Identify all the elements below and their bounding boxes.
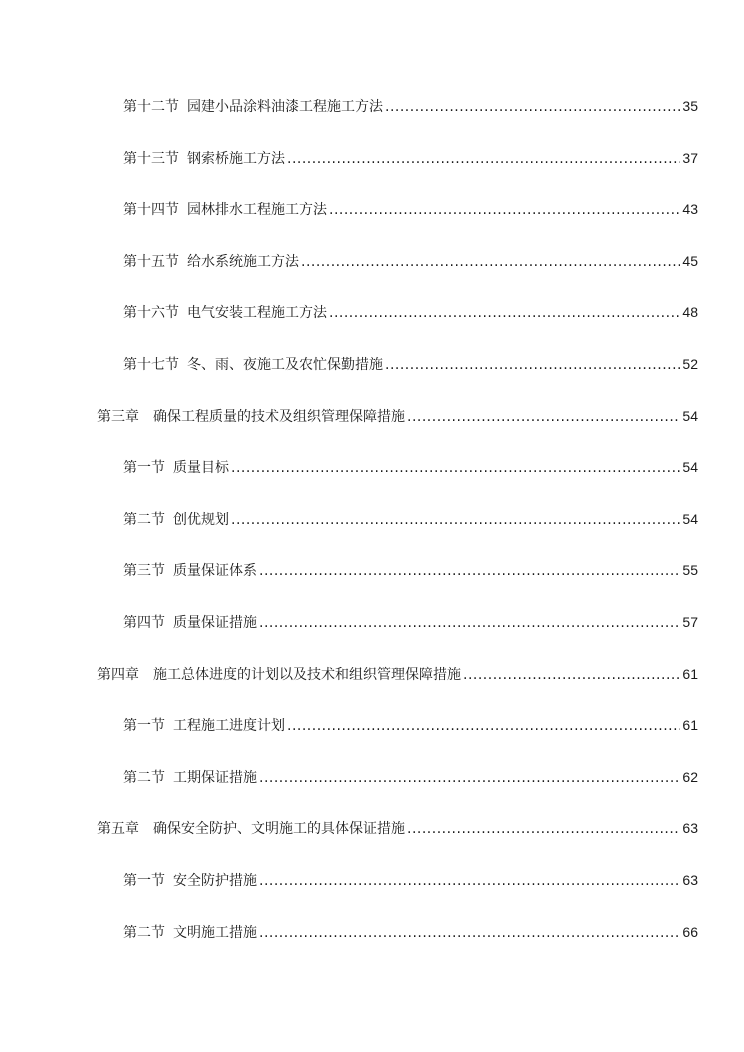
toc-chapter-title: 确保工程质量的技术及组织管理保障措施	[153, 408, 405, 425]
toc-entry-page: 63	[682, 871, 698, 888]
toc-chapter-number: 第四章	[97, 666, 139, 683]
dot-leader	[259, 561, 680, 581]
toc-entry-title: 钢索桥施工方法	[187, 150, 285, 167]
toc-entry-title: 安全防护措施	[173, 872, 257, 889]
toc-entry-page: 66	[682, 923, 698, 940]
toc-entry[interactable]	[0, 715, 744, 767]
toc-entry-number: 第十二节	[123, 99, 179, 115]
toc-entry-page: 54	[682, 459, 698, 476]
toc-entry[interactable]	[0, 96, 744, 148]
toc-chapter-entry[interactable]	[0, 406, 744, 458]
dot-leader	[301, 252, 680, 272]
toc-entry-title: 给水系统施工方法	[187, 253, 299, 270]
toc-entry-title: 园林排水工程施工方法	[187, 202, 327, 219]
toc-entry[interactable]	[0, 612, 744, 664]
toc-chapter-entry[interactable]	[0, 818, 744, 870]
toc-entry[interactable]	[0, 199, 744, 251]
toc-entry-page: 43	[682, 201, 698, 218]
toc-entry-page: 61	[682, 665, 698, 682]
toc-entry-page: 54	[682, 407, 698, 424]
toc-entry-page: 63	[682, 820, 698, 837]
toc-entry-number: 第一节	[123, 718, 165, 735]
toc-entry[interactable]	[0, 302, 744, 354]
toc-entry[interactable]	[0, 767, 744, 819]
toc-chapter-entry[interactable]	[0, 664, 744, 716]
toc-entry-page: 54	[682, 510, 698, 527]
toc-entry-title: 质量保证体系	[173, 563, 257, 580]
dot-leader	[385, 97, 680, 117]
toc-entry[interactable]	[0, 560, 744, 612]
dot-leader	[407, 819, 680, 839]
toc-entry-page: 52	[682, 355, 698, 372]
toc-entry-number: 第一节	[123, 460, 165, 477]
toc-entry-title: 园建小品涂料油漆工程施工方法	[187, 99, 383, 115]
toc-entry-page: 62	[682, 768, 698, 785]
toc-entry-number: 第四节	[123, 614, 165, 631]
toc-entry[interactable]	[0, 251, 744, 303]
dot-leader	[259, 768, 680, 788]
toc-entry-page: 57	[682, 613, 698, 630]
toc-entry-title: 文明施工措施	[173, 924, 257, 941]
toc-entry-number: 第十四节	[123, 202, 179, 219]
table-of-contents	[0, 96, 744, 973]
toc-entry-number: 第二节	[123, 769, 165, 786]
toc-entry-number: 第十三节	[123, 150, 179, 167]
dot-leader	[287, 149, 680, 169]
dot-leader	[329, 303, 680, 323]
toc-entry-number: 第十六节	[123, 305, 179, 322]
toc-entry-number: 第三节	[123, 563, 165, 580]
dot-leader	[231, 458, 680, 478]
toc-chapter-number: 第五章	[97, 821, 139, 838]
toc-entry-number: 第十七节	[123, 356, 179, 373]
dot-leader	[231, 510, 680, 530]
toc-entry[interactable]	[0, 354, 744, 406]
dot-leader	[385, 355, 680, 375]
toc-entry-page: 48	[682, 304, 698, 321]
toc-entry[interactable]	[0, 457, 744, 509]
toc-entry[interactable]	[0, 148, 744, 200]
toc-entry-number: 第十五节	[123, 253, 179, 270]
toc-entry-page: 35	[682, 98, 698, 114]
dot-leader	[259, 923, 680, 943]
toc-entry-number: 第二节	[123, 924, 165, 941]
toc-entry-page: 61	[682, 717, 698, 734]
dot-leader	[329, 200, 680, 220]
dot-leader	[463, 665, 680, 685]
dot-leader	[259, 871, 680, 891]
toc-entry-number: 第二节	[123, 511, 165, 528]
toc-entry-title: 质量保证措施	[173, 614, 257, 631]
toc-entry-page: 37	[682, 149, 698, 166]
toc-chapter-number: 第三章	[97, 408, 139, 425]
dot-leader	[407, 407, 680, 427]
toc-entry-title: 电气安装工程施工方法	[187, 305, 327, 322]
toc-entry-title: 冬、雨、夜施工及农忙保勤措施	[187, 356, 383, 373]
dot-leader	[287, 716, 680, 736]
toc-entry-title: 工程施工进度计划	[173, 718, 285, 735]
dot-leader	[259, 613, 680, 633]
toc-entry[interactable]	[0, 870, 744, 922]
toc-entry[interactable]	[0, 509, 744, 561]
toc-chapter-title: 施工总体进度的计划以及技术和组织管理保障措施	[153, 666, 461, 683]
toc-entry[interactable]	[0, 922, 744, 974]
toc-entry-page: 55	[682, 562, 698, 579]
toc-entry-title: 工期保证措施	[173, 769, 257, 786]
toc-entry-number: 第一节	[123, 872, 165, 889]
toc-chapter-title: 确保安全防护、文明施工的具体保证措施	[153, 821, 405, 838]
toc-entry-title: 创优规划	[173, 511, 229, 528]
toc-entry-page: 45	[682, 252, 698, 269]
toc-entry-title: 质量目标	[173, 460, 229, 477]
